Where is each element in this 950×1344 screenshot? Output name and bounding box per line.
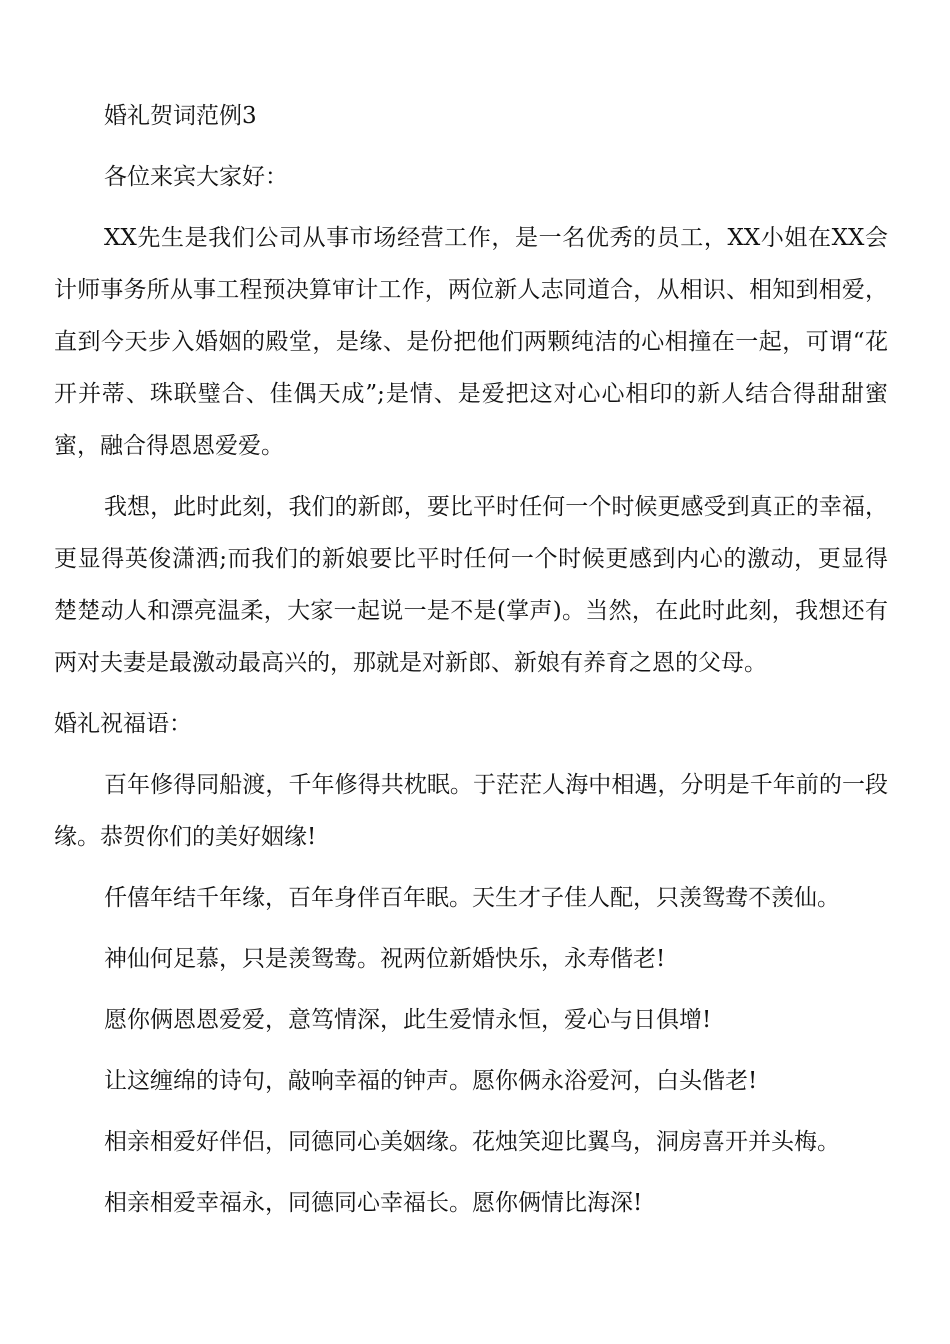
blessing-item: 相亲相爱幸福永，同德同心幸福长。愿你俩情比海深!: [104, 1190, 643, 1216]
blessings-heading: 婚礼祝福语：: [54, 711, 192, 737]
blessing-item: 愿你俩恩恩爱爱，意笃情深，此生爱情永恒，爱心与日俱增!: [104, 1007, 712, 1033]
greeting: 各位来宾大家好：: [104, 164, 288, 190]
blessing-item: 仟僖年结千年缘，百年身伴百年眠。天生才子佳人配，只羡鸳鸯不羡仙。: [104, 885, 840, 911]
document-title: 婚礼贺词范例3: [104, 103, 257, 129]
body-paragraph-2: 我想，此时此刻，我们的新郎，要比平时任何一个时候更感受到真正的幸福，更显得英俊潇洒;而我们的新娘要比平时任何一个时候更感到内心的激动，更显得楚楚动人和漂亮温柔，大家一起说一是不是(掌声)。当然，在此时此刻，我想还有两对夫妻是最激动最高兴的，那就是对新郎、新娘有养育之恩的父母。: [54, 494, 888, 676]
blessing-item: 相亲相爱好伴侣，同德同心美姻缘。花烛笑迎比翼鸟，洞房喜开并头梅。: [104, 1129, 840, 1155]
blessing-item: 神仙何足慕，只是羡鸳鸯。祝两位新婚快乐，永寿偕老!: [104, 946, 666, 972]
blessing-item: 让这缠绵的诗句，敲响幸福的钟声。愿你俩永浴爱河，白头偕老!: [104, 1068, 758, 1094]
body-paragraph-1: XX先生是我们公司从事市场经营工作，是一名优秀的员工，XX小姐在XX会计师事务所从事工程预决算审计工作，两位新人志同道合，从相识、相知到相爱，直到今天步入婚姻的殿堂，是缘、是份把他们两颗纯洁的心相撞在一起，可谓“花开并蒂、珠联璧合、佳偶天成”;是情、是爱把这对心心相印的新人结合得甜甜蜜蜜，融合得恩恩爱爱。: [54, 225, 888, 459]
document-body: [54, 90, 888, 1238]
blessing-item: 百年修得同船渡，千年修得共枕眠。于茫茫人海中相遇，分明是千年前的一段缘。恭贺你们的美好姻缘!: [54, 772, 888, 850]
